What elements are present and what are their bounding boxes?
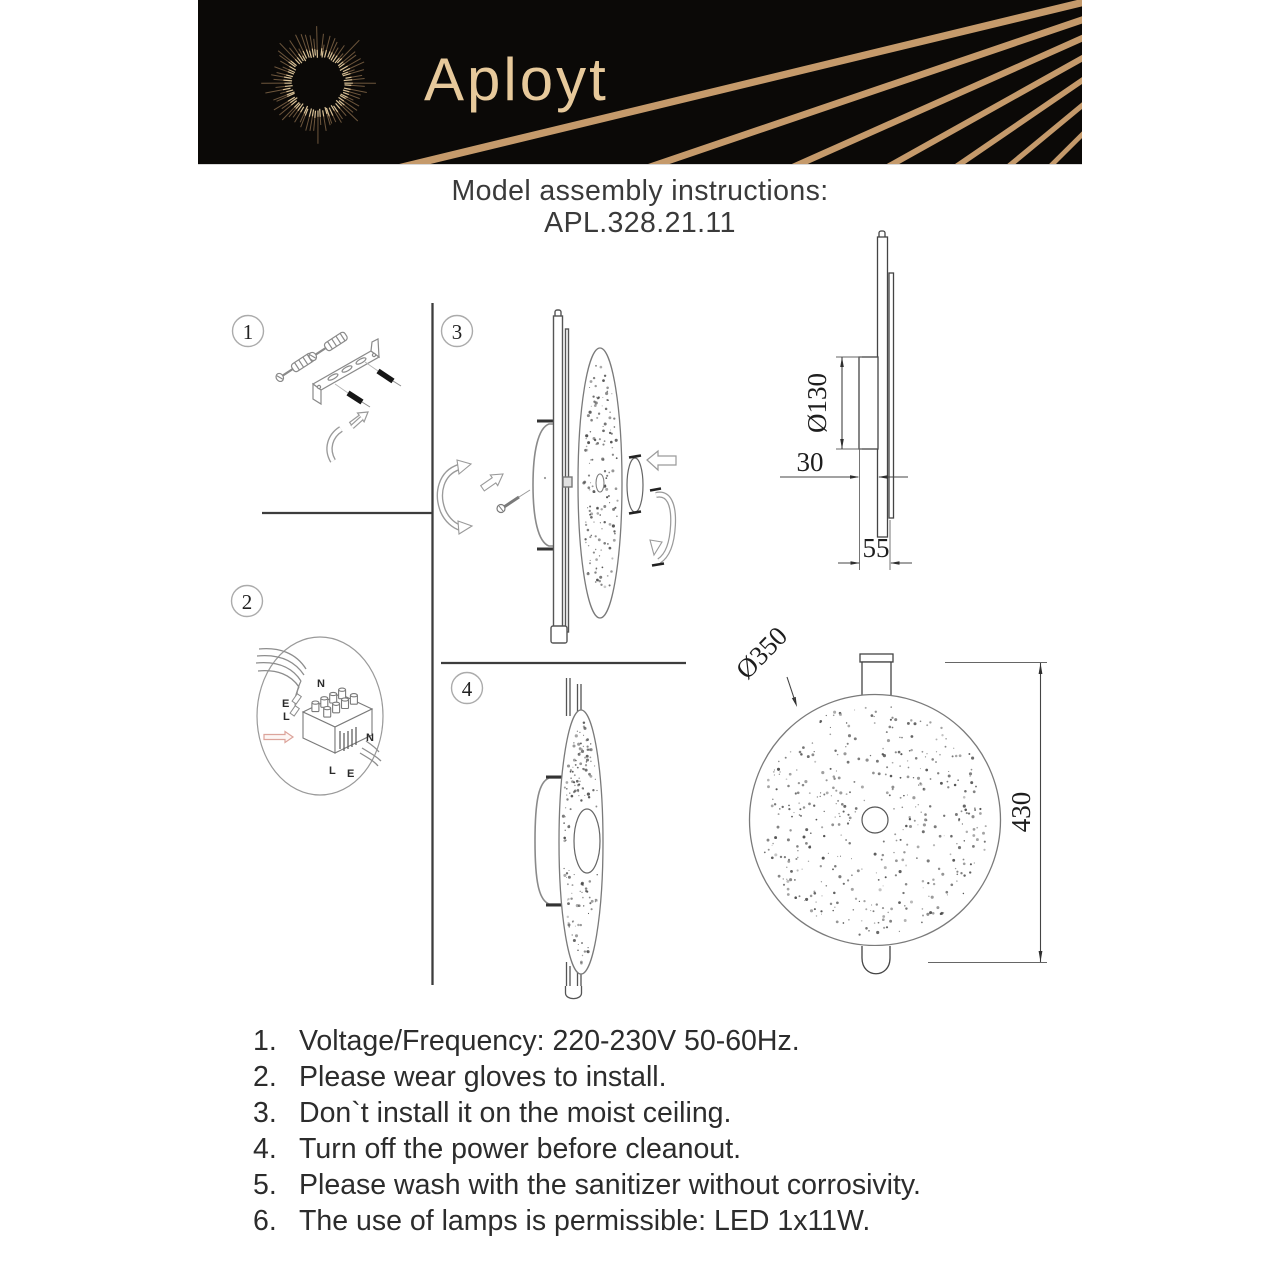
leader-line (787, 677, 795, 701)
bottom-tab (862, 946, 890, 974)
wire-label-e-left: E (282, 698, 290, 710)
title-line1: Model assembly instructions: (451, 175, 829, 207)
step-3-diagram (440, 310, 676, 643)
stone-shade-edge (578, 348, 622, 618)
direction-arrow-icon (481, 474, 503, 491)
wire-label-l-left: L (283, 711, 290, 723)
instruction-number: 6. (253, 1205, 277, 1237)
plate-foot (566, 986, 582, 999)
insert-arrow-icon (647, 451, 676, 470)
diffuser-ring (627, 456, 643, 514)
step-4-number: 4 (461, 677, 473, 701)
front-dimension-drawing (730, 621, 1047, 974)
wall-anchor-icon (307, 331, 348, 362)
step-2-diagram (256, 637, 383, 795)
instruction-number: 5. (253, 1169, 277, 1201)
rotate-arrow-icon (440, 460, 472, 534)
hook-piece (330, 418, 362, 461)
instruction-item (253, 1099, 921, 1128)
wall-plate (551, 310, 572, 643)
instruction-text: Please wear gloves to install. (299, 1061, 667, 1093)
side-dimension-drawing (780, 231, 912, 570)
step-1-diagram (274, 331, 401, 461)
title-line2-model-number: APL.328.21.11 (544, 207, 736, 239)
wire-label-n-right: N (366, 732, 374, 744)
dimension-depth: 55 (862, 533, 890, 563)
step-1-number: 1 (242, 320, 254, 344)
dimension-shade-diameter: Ø350 (729, 620, 794, 685)
wire-label-n-top: N (317, 678, 325, 690)
instruction-number: 3. (253, 1097, 277, 1129)
wire-label-e-bottom: E (347, 768, 355, 780)
brand-logotype: Aployt (424, 46, 609, 113)
stone-shade-edge (559, 710, 603, 974)
instruction-text: Voltage/Frequency: 220-230V 50-60Hz. (299, 1025, 800, 1057)
step-3-number: 3 (451, 320, 463, 344)
step-4-diagram (535, 678, 603, 999)
instruction-item (253, 1063, 921, 1092)
instruction-item (253, 1171, 921, 1200)
instruction-text: Turn off the power before cleanout. (299, 1133, 742, 1165)
instruction-text: Don`t install it on the moist ceiling. (299, 1097, 732, 1129)
step-2-number: 2 (241, 590, 253, 614)
instruction-text: Please wash with the sanitizer without corrosivity. (299, 1169, 921, 1201)
screw-icon (497, 490, 530, 513)
instruction-number: 4. (253, 1133, 277, 1165)
instruction-number: 1. (253, 1025, 277, 1057)
dimension-overall-height: 430 (1006, 791, 1036, 833)
dimension-wall-offset: 30 (796, 447, 824, 477)
instruction-item (253, 1207, 921, 1236)
instruction-list (253, 1027, 921, 1243)
instruction-number: 2. (253, 1061, 277, 1093)
instruction-item (253, 1135, 921, 1164)
center-hole (862, 807, 888, 833)
instruction-item (253, 1027, 921, 1056)
instruction-text: The use of lamps is permissible: LED 1x11W. (299, 1205, 871, 1237)
rotate-arrow-icon (650, 489, 673, 566)
dimension-driver-diameter: Ø130 (802, 373, 832, 433)
wire-label-l-bottom: L (329, 765, 336, 777)
